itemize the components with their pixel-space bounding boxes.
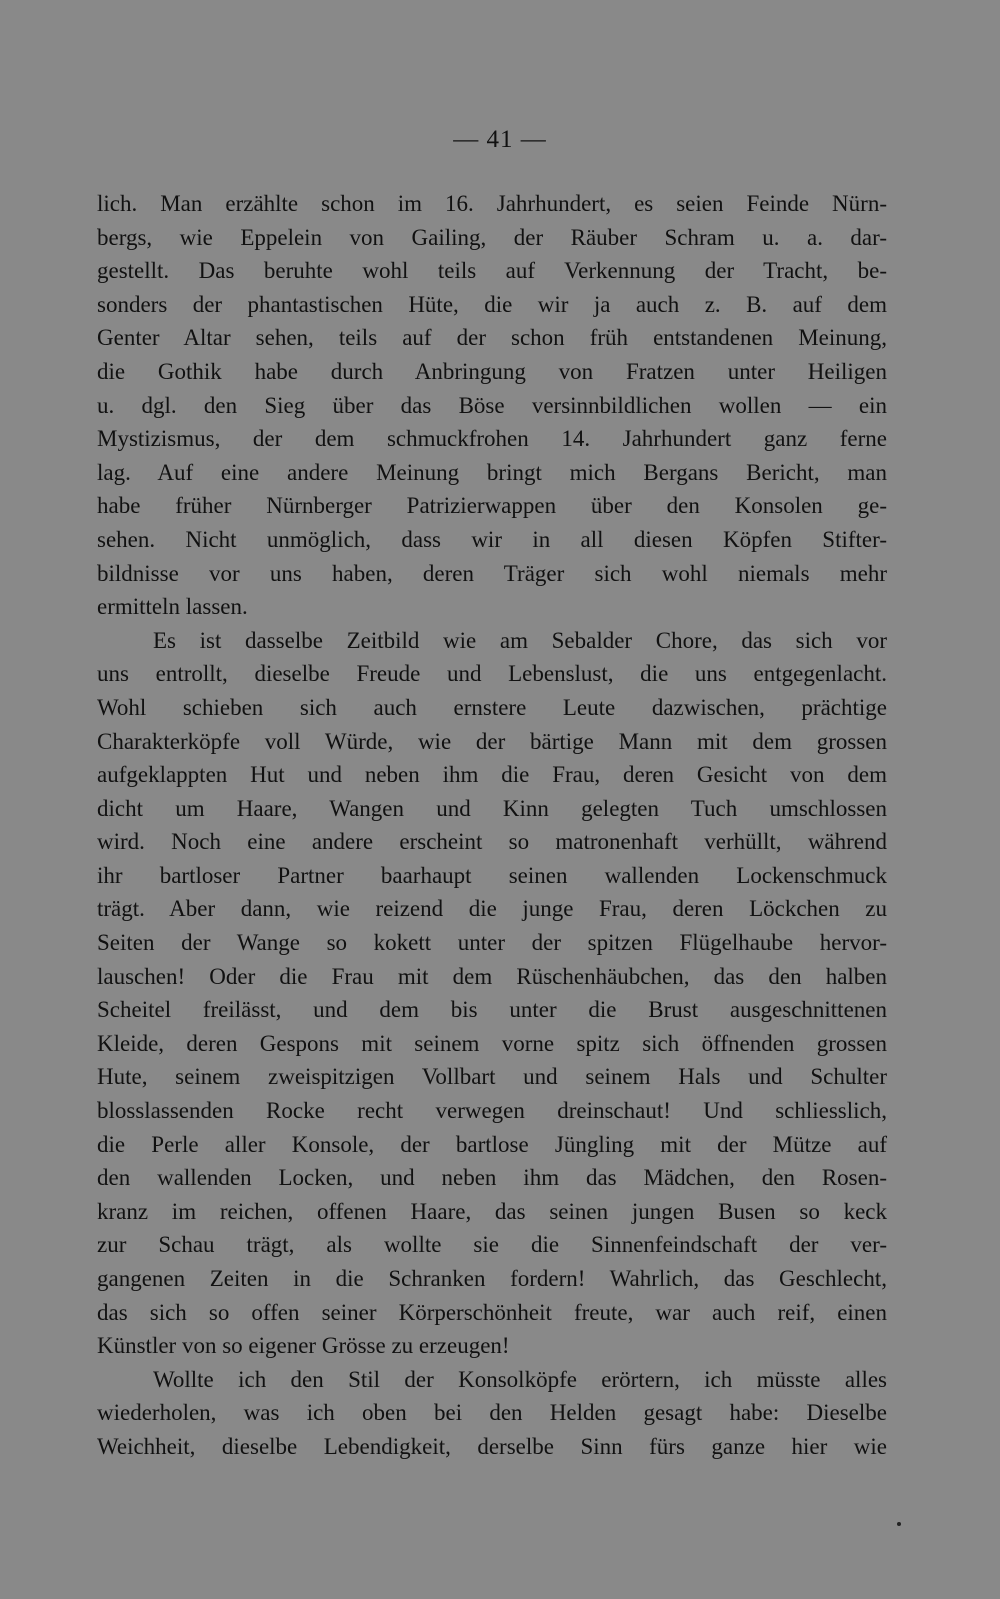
- text-line: gestellt. Das beruhte wohl teils auf Verkennung der Tracht, be-: [97, 258, 887, 284]
- text-line: Es ist dasselbe Zeitbild wie am Sebalder Chore, das sich vor: [153, 627, 887, 653]
- text-line: uns entrollt, dieselbe Freude und Lebenslust, die uns entgegenlacht.: [97, 661, 887, 687]
- text-line: lich. Man erzählte schon im 16. Jahrhundert, es seien Feinde Nürn-: [97, 191, 887, 216]
- text-line: lag. Auf eine andere Meinung bringt mich Bergans Bericht, man: [97, 459, 887, 485]
- text-line: bergs, wie Eppelein von Gailing, der Räuber Schram u. a. dar-: [97, 224, 887, 250]
- text-line: Seiten der Wange so kokett unter der spitzen Flügelhaube hervor-: [97, 930, 887, 956]
- text-line: ihr bartloser Partner baarhaupt seinen wallenden Lockenschmuck: [97, 862, 887, 888]
- text-line: u. dgl. den Sieg über das Böse versinnbildlichen wollen — ein: [97, 392, 887, 418]
- text-line: bildnisse vor uns haben, deren Träger sich wohl niemals mehr: [97, 560, 887, 586]
- text-line: sehen. Nicht unmöglich, dass wir in all diesen Köpfen Stifter-: [97, 526, 887, 552]
- text-line: Charakterköpfe voll Würde, wie der bärtige Mann mit dem grossen: [97, 728, 887, 754]
- text-line: blosslassenden Rocke recht verwegen dreinschaut! Und schliesslich,: [97, 1098, 887, 1124]
- text-line: trägt. Aber dann, wie reizend die junge Frau, deren Löckchen zu: [97, 896, 887, 922]
- text-line: Hute, seinem zweispitzigen Vollbart und seinem Hals und Schulter: [97, 1064, 887, 1090]
- text-line: das sich so offen seiner Körperschönheit freute, war auch reif, einen: [97, 1299, 887, 1325]
- page-number: — 41 —: [453, 126, 547, 153]
- text-line: wiederholen, was ich oben bei den Helden gesagt habe: Dieselbe: [97, 1400, 887, 1426]
- text-line: den wallenden Locken, und neben ihm das Mädchen, den Rosen-: [97, 1165, 887, 1191]
- text-line: die Perle aller Konsole, der bartlose Jüngling mit der Mütze auf: [97, 1131, 887, 1157]
- body-text: [97, 187, 887, 1464]
- text-line: sonders der phantastischen Hüte, die wir ja auch z. B. auf dem: [97, 291, 887, 317]
- text-line: zur Schau trägt, als wollte sie die Sinnenfeindschaft der ver-: [97, 1232, 887, 1258]
- text-line: kranz im reichen, offenen Haare, das seinen jungen Busen so keck: [97, 1198, 887, 1224]
- text-line: Künstler von so eigener Grösse zu erzeugen!: [97, 1333, 510, 1359]
- text-line: Scheitel freilässt, und dem bis unter die Brust ausgeschnittenen: [97, 997, 887, 1023]
- text-line: Mystizismus, der dem schmuckfrohen 14. Jahrhundert ganz ferne: [97, 426, 887, 452]
- text-line: habe früher Nürnberger Patrizierwappen über den Konsolen ge-: [97, 493, 887, 519]
- text-line: lauschen! Oder die Frau mit dem Rüschenhäubchen, das den halben: [97, 963, 887, 989]
- text-line: gangenen Zeiten in die Schranken fordern! Wahrlich, das Geschlecht,: [97, 1266, 887, 1291]
- text-line: Wohl schieben sich auch ernstere Leute dazwischen, prächtige: [97, 694, 887, 720]
- text-line: dicht um Haare, Wangen und Kinn gelegten Tuch umschlossen: [97, 795, 887, 821]
- text-line: aufgeklappten Hut und neben ihm die Frau, deren Gesicht von dem: [97, 762, 887, 788]
- text-line: Kleide, deren Gespons mit seinem vorne spitz sich öffnenden grossen: [97, 1030, 887, 1056]
- text-line: Genter Altar sehen, teils auf der schon früh entstandenen Meinung,: [97, 325, 887, 351]
- text-line: ermitteln lassen.: [97, 594, 248, 620]
- text-line: die Gothik habe durch Anbringung von Fratzen unter Heiligen: [97, 358, 887, 384]
- print-speck: [897, 1522, 901, 1526]
- text-line: wird. Noch eine andere erscheint so matronenhaft verhüllt, während: [97, 829, 887, 855]
- text-line: Weichheit, dieselbe Lebendigkeit, derselbe Sinn fürs ganze hier wie: [97, 1433, 887, 1459]
- text-line: Wollte ich den Stil der Konsolköpfe erörtern, ich müsste alles: [153, 1366, 887, 1392]
